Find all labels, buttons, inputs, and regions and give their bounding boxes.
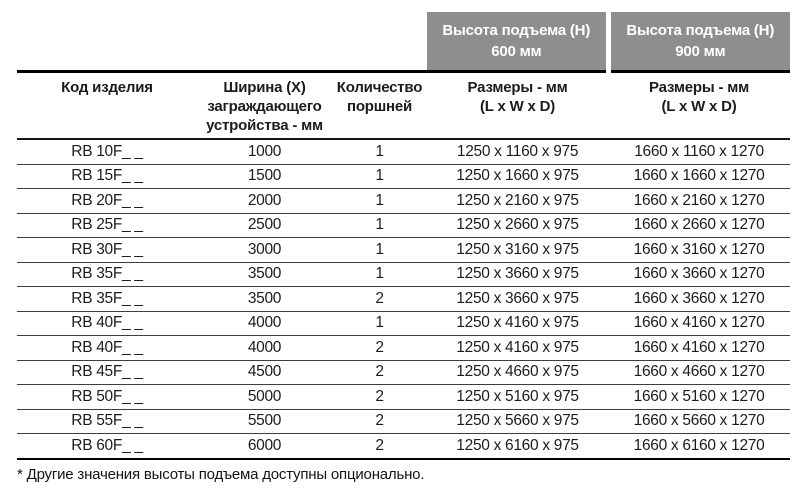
cell-piston-count: 2 xyxy=(332,434,427,459)
table-row xyxy=(17,189,790,214)
table-row xyxy=(17,409,790,434)
cell-piston-count: 2 xyxy=(332,336,427,361)
band-header-600 xyxy=(427,12,608,72)
col-header-dimensions-900-label: Размеры - мм xyxy=(649,79,749,96)
cell-dimensions-900: 1660 x 2160 x 1270 xyxy=(608,189,790,214)
cell-product-code: RB 35F_ _ xyxy=(17,287,197,312)
band-header-row xyxy=(17,12,790,72)
cell-dimensions-900: 1660 x 6160 x 1270 xyxy=(608,434,790,459)
cell-dimensions-600: 1250 x 6160 x 975 xyxy=(427,434,608,459)
cell-dimensions-600: 1250 x 5160 x 975 xyxy=(427,385,608,410)
cell-piston-count: 1 xyxy=(332,213,427,238)
cell-piston-count: 2 xyxy=(332,360,427,385)
cell-dimensions-900: 1660 x 4160 x 1270 xyxy=(608,336,790,361)
cell-barrier-width: 1000 xyxy=(197,139,332,164)
table-row xyxy=(17,164,790,189)
cell-barrier-width: 1500 xyxy=(197,164,332,189)
cell-piston-count: 2 xyxy=(332,385,427,410)
cell-piston-count: 2 xyxy=(332,409,427,434)
cell-product-code: RB 60F_ _ xyxy=(17,434,197,459)
cell-dimensions-600: 1250 x 1160 x 975 xyxy=(427,139,608,164)
footnote: * Другие значения высоты подъема доступны опционально. xyxy=(17,465,425,483)
cell-dimensions-600: 1250 x 3660 x 975 xyxy=(427,287,608,312)
cell-barrier-width: 3500 xyxy=(197,262,332,287)
cell-dimensions-900: 1660 x 1660 x 1270 xyxy=(608,164,790,189)
cell-barrier-width: 5500 xyxy=(197,409,332,434)
cell-piston-count: 1 xyxy=(332,189,427,214)
table-row xyxy=(17,336,790,361)
col-header-dimensions-600-sub: (L x W x D) xyxy=(480,98,556,115)
cell-dimensions-600: 1250 x 3660 x 975 xyxy=(427,262,608,287)
table-body xyxy=(17,139,790,459)
table-row xyxy=(17,385,790,410)
cell-product-code: RB 45F_ _ xyxy=(17,360,197,385)
cell-dimensions-600: 1250 x 4660 x 975 xyxy=(427,360,608,385)
cell-product-code: RB 25F_ _ xyxy=(17,213,197,238)
cell-product-code: RB 10F_ _ xyxy=(17,139,197,164)
table-row xyxy=(17,434,790,459)
table-row xyxy=(17,213,790,238)
cell-product-code: RB 40F_ _ xyxy=(17,311,197,336)
cell-barrier-width: 3000 xyxy=(197,238,332,263)
cell-dimensions-600: 1250 x 4160 x 975 xyxy=(427,336,608,361)
cell-dimensions-900: 1660 x 4660 x 1270 xyxy=(608,360,790,385)
cell-barrier-width: 4000 xyxy=(197,336,332,361)
cell-product-code: RB 20F_ _ xyxy=(17,189,197,214)
cell-dimensions-600: 1250 x 2160 x 975 xyxy=(427,189,608,214)
cell-barrier-width: 6000 xyxy=(197,434,332,459)
spec-sheet xyxy=(17,12,790,483)
cell-dimensions-900: 1660 x 1160 x 1270 xyxy=(608,139,790,164)
cell-barrier-width: 3500 xyxy=(197,287,332,312)
cell-barrier-width: 5000 xyxy=(197,385,332,410)
cell-product-code: RB 50F_ _ xyxy=(17,385,197,410)
cell-dimensions-900: 1660 x 2660 x 1270 xyxy=(608,213,790,238)
col-header-dimensions-600-label: Размеры - мм xyxy=(467,79,568,96)
table-row xyxy=(17,311,790,336)
cell-piston-count: 1 xyxy=(332,164,427,189)
band-header-900 xyxy=(608,12,790,72)
table-row xyxy=(17,238,790,263)
cell-piston-count: 1 xyxy=(332,311,427,336)
cell-barrier-width: 2000 xyxy=(197,189,332,214)
cell-dimensions-900: 1660 x 4160 x 1270 xyxy=(608,311,790,336)
col-header-dimensions-900-sub: (L x W x D) xyxy=(661,98,737,115)
table-row xyxy=(17,262,790,287)
col-header-piston-count: Количество поршней xyxy=(332,72,427,140)
cell-product-code: RB 55F_ _ xyxy=(17,409,197,434)
col-header-dimensions-600 xyxy=(427,72,608,140)
cell-dimensions-900: 1660 x 3160 x 1270 xyxy=(608,238,790,263)
cell-dimensions-600: 1250 x 1660 x 975 xyxy=(427,164,608,189)
table-row xyxy=(17,287,790,312)
cell-dimensions-600: 1250 x 2660 x 975 xyxy=(427,213,608,238)
cell-dimensions-900: 1660 x 3660 x 1270 xyxy=(608,262,790,287)
cell-barrier-width: 4500 xyxy=(197,360,332,385)
column-header-row xyxy=(17,72,790,140)
band-spacer xyxy=(17,12,427,72)
cell-piston-count: 1 xyxy=(332,262,427,287)
col-header-dimensions-900 xyxy=(608,72,790,140)
cell-dimensions-900: 1660 x 5160 x 1270 xyxy=(608,385,790,410)
cell-dimensions-600: 1250 x 3160 x 975 xyxy=(427,238,608,263)
cell-barrier-width: 2500 xyxy=(197,213,332,238)
band-header-600-value: 600 мм xyxy=(491,43,542,60)
table-row xyxy=(17,360,790,385)
cell-dimensions-600: 1250 x 5660 x 975 xyxy=(427,409,608,434)
cell-product-code: RB 35F_ _ xyxy=(17,262,197,287)
cell-dimensions-600: 1250 x 4160 x 975 xyxy=(427,311,608,336)
cell-piston-count: 2 xyxy=(332,287,427,312)
cell-product-code: RB 15F_ _ xyxy=(17,164,197,189)
table-row xyxy=(17,139,790,164)
cell-product-code: RB 30F_ _ xyxy=(17,238,197,263)
cell-barrier-width: 4000 xyxy=(197,311,332,336)
band-header-600-title: Высота подъема (H) xyxy=(442,22,591,39)
cell-product-code: RB 40F_ _ xyxy=(17,336,197,361)
cell-piston-count: 1 xyxy=(332,238,427,263)
band-header-900-title: Высота подъема (H) xyxy=(626,22,775,39)
cell-dimensions-900: 1660 x 3660 x 1270 xyxy=(608,287,790,312)
col-header-product-code: Код изделия xyxy=(17,72,197,140)
cell-piston-count: 1 xyxy=(332,139,427,164)
spec-table xyxy=(17,12,790,460)
col-header-barrier-width: Ширина (X) заграждающего устройства - мм xyxy=(197,72,332,140)
band-header-900-value: 900 мм xyxy=(675,43,726,60)
cell-dimensions-900: 1660 x 5660 x 1270 xyxy=(608,409,790,434)
